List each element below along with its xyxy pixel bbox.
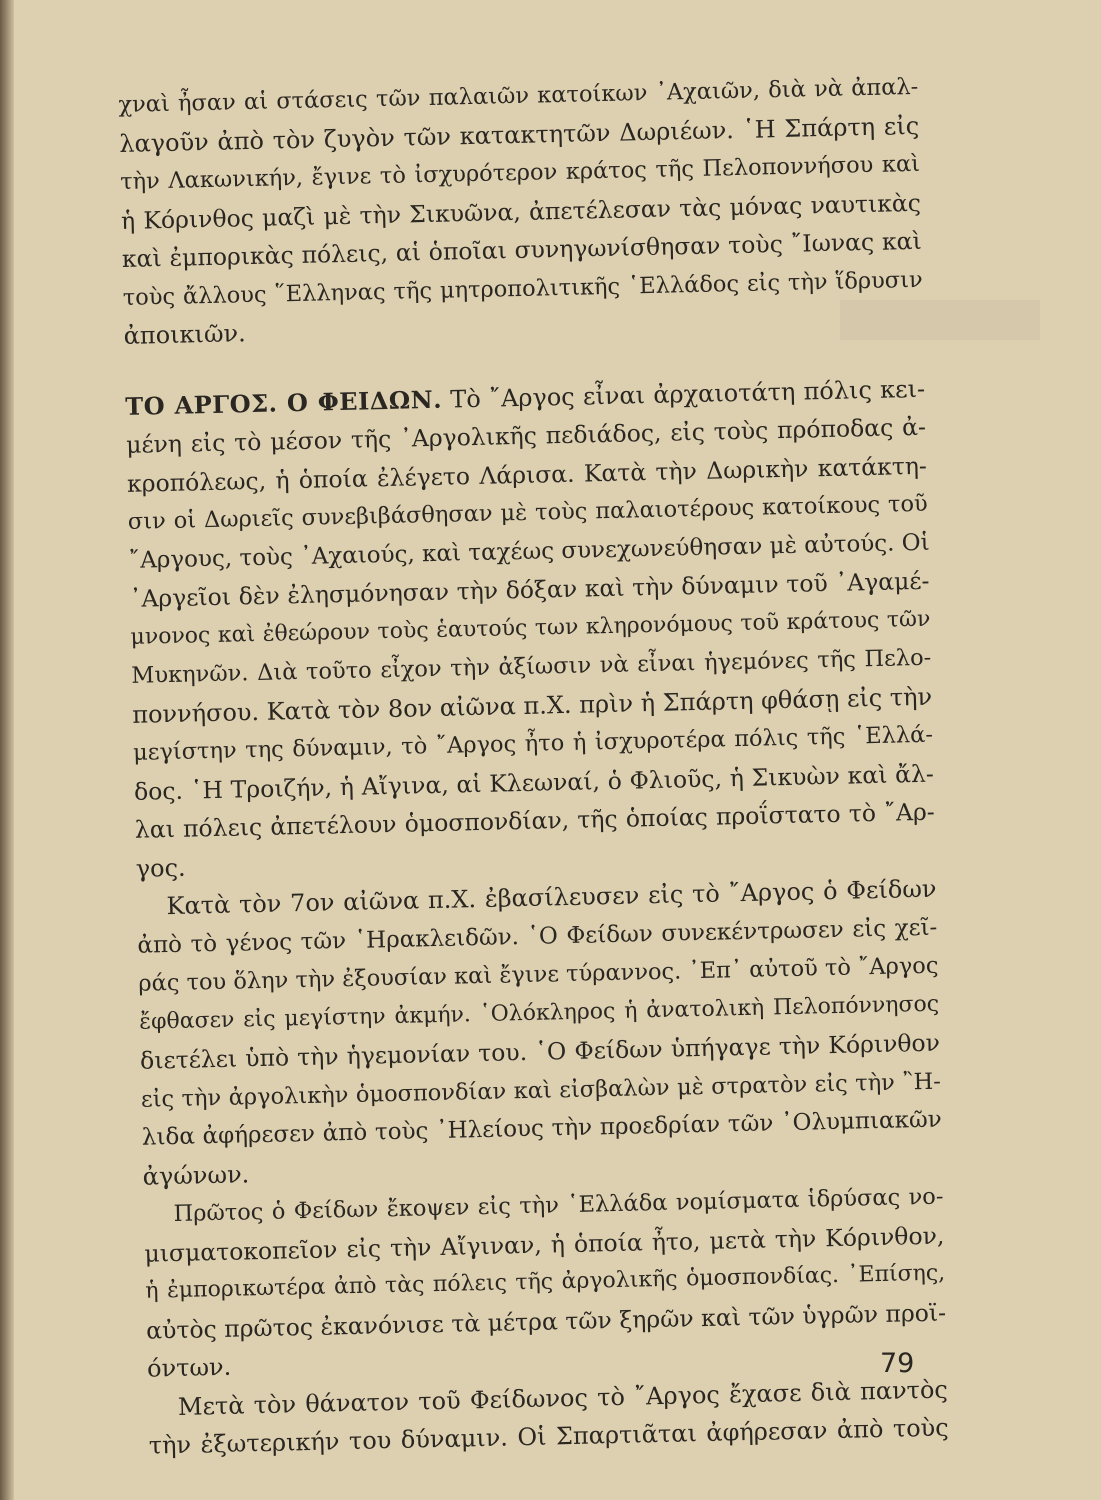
text-line: ἡ Κόρινθος μαζὶ μὲ τὴν Σικυῶνα, ἀπετέλεσαν τὰς μόνας ναυτικὰς (120, 188, 922, 235)
text-line: λαγοῦν ἀπὸ τὸν ζυγὸν τῶν κατακτητῶν Δωριέων. ῾Η Σπάρτη εἰς (118, 111, 920, 158)
text-line: χναὶ ἦσαν αἱ στάσεις τῶν παλαιῶν κατοίκων ᾿Αχαιῶν, διὰ νὰ ἀπαλ- (118, 73, 919, 118)
text-line: καὶ ἐμπορικὰς πόλεις, αἱ ὁποῖαι συνηγωνίσθησαν τοὺς ῎Ιωνας καὶ (121, 226, 923, 273)
page-number: 79 (880, 1348, 915, 1379)
text-line: όντων. (146, 1352, 232, 1383)
paragraph-1 (118, 68, 924, 356)
text-line: Κατὰ τὸν 7ον αἰῶνα π.Χ. ἐβασίλευσεν εἰς τὸ ῎Αργος ὁ Φείδων (166, 874, 937, 921)
text-line: ἡ ἐμπορικωτέρα ἀπὸ τὰς πόλεις τῆς ἀργολικῆς ὁμοσπονδίας. ᾿Επίσης, (145, 1260, 946, 1304)
text-line: ῎Αργους, τοὺς ᾿Αχαιούς, καὶ ταχέως συνεχωνεύθησαν μὲ αὐτούς. Οἱ (128, 529, 930, 574)
text-line: ράς του ὅλην τὴν ἐξουσίαν καὶ ἔγινε τύραννος. ᾿Επ᾿ αὐτοῦ τὸ ῎Αργος (138, 952, 939, 997)
text-line: τὴν Λακωνικήν, ἔγινε τὸ ἰσχυρότερον κράτος τῆς Πελοποννήσου καὶ (119, 150, 921, 195)
text-line: μνονος καὶ ἐθεώρουν τοὺς ἑαυτούς των κληρονόμους τοῦ κράτους τῶν (130, 606, 931, 650)
text-line: γος. (135, 853, 186, 883)
heading-continuation: Τὸ ῎Αργος εἶναι ἀρχαιοτάτη πόλις κει- (449, 374, 926, 414)
section-heading: ΤΟ ΑΡΓΟΣ. Ο ΦΕΙΔΩΝ. (124, 384, 443, 421)
text-line: εἰς τὴν ἀργολικὴν ὁμοσπονδίαν καὶ εἰσβαλὼν μὲ στρατὸν εἰς τὴν ῍Η- (140, 1068, 942, 1113)
text-line: τὴν ἐξωτερικήν του δύναμιν. Οἱ Σπαρτιᾶται ἀφήρεσαν ἀπὸ τοὺς (148, 1413, 949, 1460)
text-line: λαι πόλεις ἀπετέλουν ὁμοσπονδίαν, τῆς ὁποίας προΐστατο τὸ ῎Αρ- (134, 797, 935, 844)
text-line: Πρῶτος ὁ Φείδων ἔκοψεν εἰς τὴν ῾Ελλάδα νομίσματα ἱδρύσας νο- (173, 1183, 944, 1228)
text-line: ποννήσου. Κατὰ τὸν 8ον αἰῶνα π.Χ. πρὶν ἡ Σπάρτη φθάσῃ εἰς τὴν (131, 682, 933, 729)
text-line: Μυκηνῶν. Διὰ τοῦτο εἶχον τὴν ἀξίωσιν νὰ εἶναι ἡγεμόνες τῆς Πελο- (131, 644, 932, 689)
text-line: ἔφθασεν εἰς μεγίστην ἀκμήν. ῾Ολόκληρος ἡ ἀνατολικὴ Πελοπόννησος (138, 991, 940, 1035)
text-line: μένη εἰς τὸ μέσον τῆς ᾿Αργολικῆς πεδιάδος, εἰς τοὺς πρόποδας ἀ- (125, 412, 927, 459)
paragraph-3 (136, 870, 943, 1196)
text-line: ᾿Αργεῖοι δὲν ἐλησμόνησαν τὴν δόξαν καὶ τὴν δύναμιν τοῦ ᾿Αγαμέ- (129, 566, 930, 613)
text-line: μεγίστην της δύναμιν, τὸ ῎Αργος ἦτο ἡ ἰσχυροτέρα πόλις τῆς ῾Ελλά- (132, 721, 934, 766)
page-left-edge-shadow (0, 0, 14, 1500)
paragraph-4 (143, 1178, 947, 1389)
text-line: ἀγώνων. (142, 1159, 250, 1191)
text-line: ἀπὸ τὸ γένος τῶν ῾Ηρακλειδῶν. ῾Ο Φείδων συνεκέντρωσεν εἰς χεῖ- (137, 914, 938, 959)
body-text (118, 68, 949, 1465)
text-line: σιν οἱ Δωριεῖς συνεβιβάσθησαν μὲ τοὺς παλαιοτέρους κατοίκους τοῦ (127, 490, 928, 535)
text-line: τοὺς ἄλλους ῞Ελληνας τῆς μητροπολιτικῆς ῾Ελλάδος εἰς τὴν ἵδρυσιν (122, 266, 923, 311)
text-line: μισματοκοπεῖον εἰς τὴν Αἴγιναν, ἡ ὁποία ἦτο, μετὰ τὴν Κόρινθον, (144, 1221, 945, 1268)
text-line: κροπόλεως, ἡ ὁποία ἐλέγετο Λάρισα. Κατὰ τὴν Δωρικὴν κατάκτη- (126, 451, 928, 498)
text-line: δος. ῾Η Τροιζήν, ἡ Αἴγινα, αἱ Κλεωναί, ὁ Φλιοῦς, ἡ Σικυὼν καὶ ἄλ- (133, 759, 935, 806)
text-line: αὐτὸς πρῶτος ἐκανόνισε τὰ μέτρα τῶν ξηρῶν καὶ τῶν ὑγρῶν προϊ- (145, 1298, 947, 1345)
text-line: Μετὰ τὸν θάνατον τοῦ Φείδωνος τὸ ῎Αργος ἔχασε διὰ παντὸς (177, 1375, 949, 1421)
paragraph-2 (125, 369, 936, 888)
text-line: ἀποικιῶν. (123, 319, 247, 350)
text-line: διετέλει ὑπὸ τὴν ἡγεμονίαν του. ῾Ο Φείδων ὑπήγαγε τὴν Κόρινθον (139, 1028, 941, 1075)
text-line: λιδα ἀφήρεσεν ἀπὸ τοὺς ᾿Ηλείους τὴν προεδρίαν τῶν ᾿Ολυμπιακῶν (141, 1106, 942, 1151)
